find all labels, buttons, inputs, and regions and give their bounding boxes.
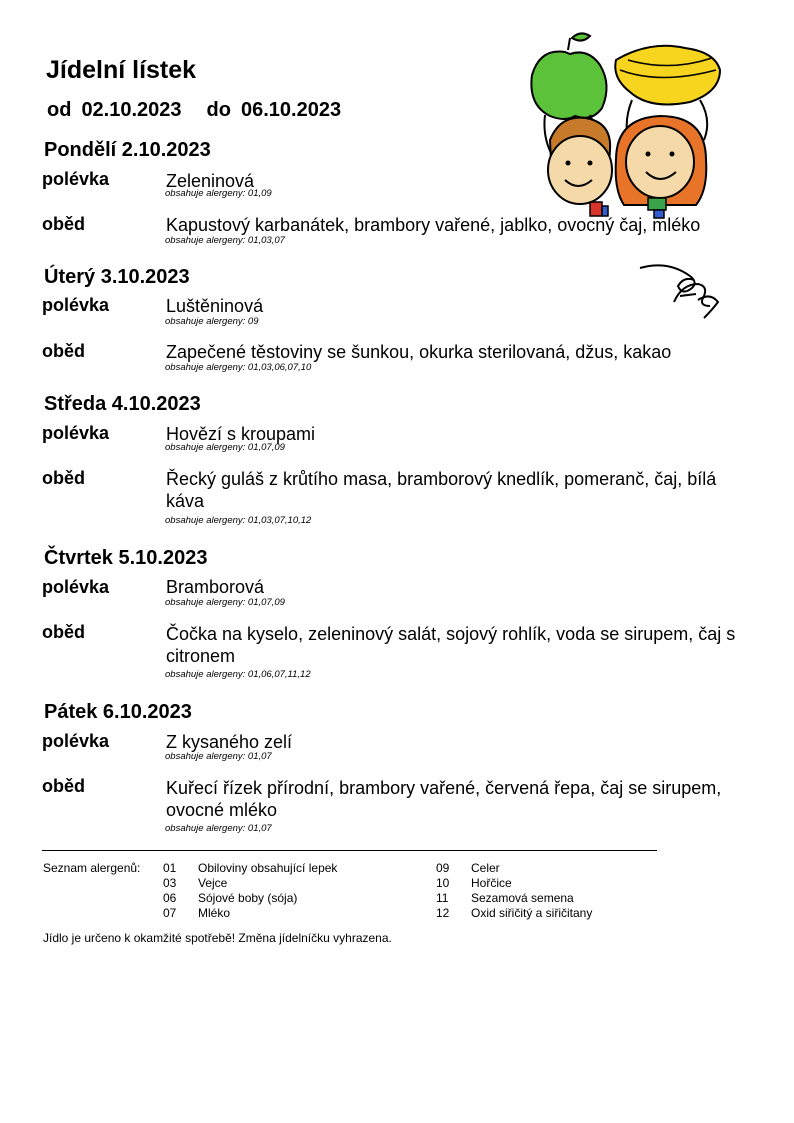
lunch-label: oběd	[42, 341, 85, 361]
soup-dish: Luštěninová	[166, 296, 264, 316]
from-label: od	[47, 99, 72, 121]
lunch-allergens: obsahuje alergeny: 01,03,07	[165, 235, 285, 246]
day-title: Úterý 3.10.2023	[44, 266, 190, 288]
lunch-label: oběd	[42, 622, 85, 642]
soup-dish: Hovězí s kroupami	[166, 424, 316, 444]
lunch-dish: Čočka na kyselo, zeleninový salát, sojový rohlík, voda se sirupem, čaj s citronem	[166, 624, 736, 666]
allergen-item	[163, 891, 337, 906]
allergen-item	[163, 876, 337, 891]
allergen-name: Vejce	[198, 876, 228, 890]
allergen-code: 01	[163, 861, 177, 875]
allergen-item	[163, 906, 337, 921]
allergen-legend-title: Seznam alergenů:	[43, 861, 141, 875]
soup-dish: Z kysaného zelí	[166, 732, 293, 752]
lunch-allergens: obsahuje alergeny: 01,07	[165, 823, 272, 834]
soup-dish: Zeleninová	[166, 171, 255, 191]
lunch-allergens: obsahuje alergeny: 01,06,07,11,12	[165, 669, 311, 680]
allergen-code: 10	[436, 876, 450, 890]
day-title: Pátek 6.10.2023	[44, 701, 192, 723]
to-date: 06.10.2023	[240, 99, 342, 121]
allergen-code: 11	[436, 891, 449, 905]
day-title: Pondělí 2.10.2023	[44, 139, 211, 161]
allergen-name: Oxid siřičitý a siřičitany	[471, 906, 593, 920]
lunch-dish: Kapustový karbanátek, brambory vařené, jablko, ovocný čaj, mléko	[166, 215, 701, 235]
soup-allergens: obsahuje alergeny: 01,07,09	[165, 597, 285, 608]
soup-allergens: obsahuje alergeny: 01,07	[165, 751, 272, 762]
lunch-label: oběd	[42, 468, 85, 488]
soup-label: polévka	[42, 731, 110, 751]
lunch-label: oběd	[42, 776, 85, 796]
soup-allergens: obsahuje alergeny: 09	[165, 316, 259, 327]
allergen-item	[436, 876, 592, 891]
footer-note: Jídlo je určeno k okamžité spotřebě! Změna jídelníčku vyhrazena.	[43, 931, 392, 945]
from-date: 02.10.2023	[81, 99, 182, 121]
allergen-name: Mléko	[198, 906, 231, 920]
soup-label: polévka	[42, 423, 110, 443]
allergen-code: 06	[163, 891, 177, 905]
divider	[42, 850, 657, 851]
lunch-label: oběd	[42, 214, 85, 234]
allergen-name: Sezamová semena	[471, 891, 574, 905]
soup-allergens: obsahuje alergeny: 01,09	[165, 188, 272, 199]
allergen-code: 03	[163, 876, 177, 890]
allergen-name: Celer	[471, 861, 500, 875]
day-title: Čtvrtek 5.10.2023	[44, 547, 208, 569]
allergen-item	[163, 861, 337, 876]
lunch-dish: Zapečené těstoviny se šunkou, okurka sterilovaná, džus, kakao	[166, 342, 672, 362]
allergen-name: Sójové boby (sója)	[198, 891, 298, 905]
soup-label: polévka	[42, 169, 110, 189]
soup-dish: Bramborová	[166, 577, 265, 597]
soup-label: polévka	[42, 577, 110, 597]
to-label: do	[206, 99, 231, 121]
allergen-item	[436, 861, 592, 876]
allergen-item	[436, 891, 592, 906]
allergen-legend-left	[163, 861, 337, 921]
allergen-code: 07	[163, 906, 177, 920]
lunch-dish: Kuřecí řízek přírodní, brambory vařené, červená řepa, čaj se sirupem, ovocné mléko	[166, 778, 722, 820]
soup-label: polévka	[42, 295, 110, 315]
allergen-code: 12	[436, 906, 450, 920]
lunch-dish: Řecký guláš z krůtího masa, bramborový knedlík, pomeranč, čaj, bílá káva	[166, 469, 717, 511]
allergen-code: 09	[436, 861, 450, 875]
lunch-allergens: obsahuje alergeny: 01,03,06,07,10	[165, 362, 312, 373]
allergen-name: Hořčice	[471, 876, 512, 890]
allergen-item	[436, 906, 592, 921]
date-range	[47, 99, 341, 122]
day-title: Středa 4.10.2023	[44, 393, 201, 415]
lunch-allergens: obsahuje alergeny: 01,03,07,10,12	[165, 515, 312, 526]
allergen-legend-right	[436, 861, 592, 921]
allergen-name: Obiloviny obsahující lepek	[198, 861, 338, 875]
page-title: Jídelní lístek	[46, 56, 197, 84]
soup-allergens: obsahuje alergeny: 01,07,09	[165, 442, 285, 453]
